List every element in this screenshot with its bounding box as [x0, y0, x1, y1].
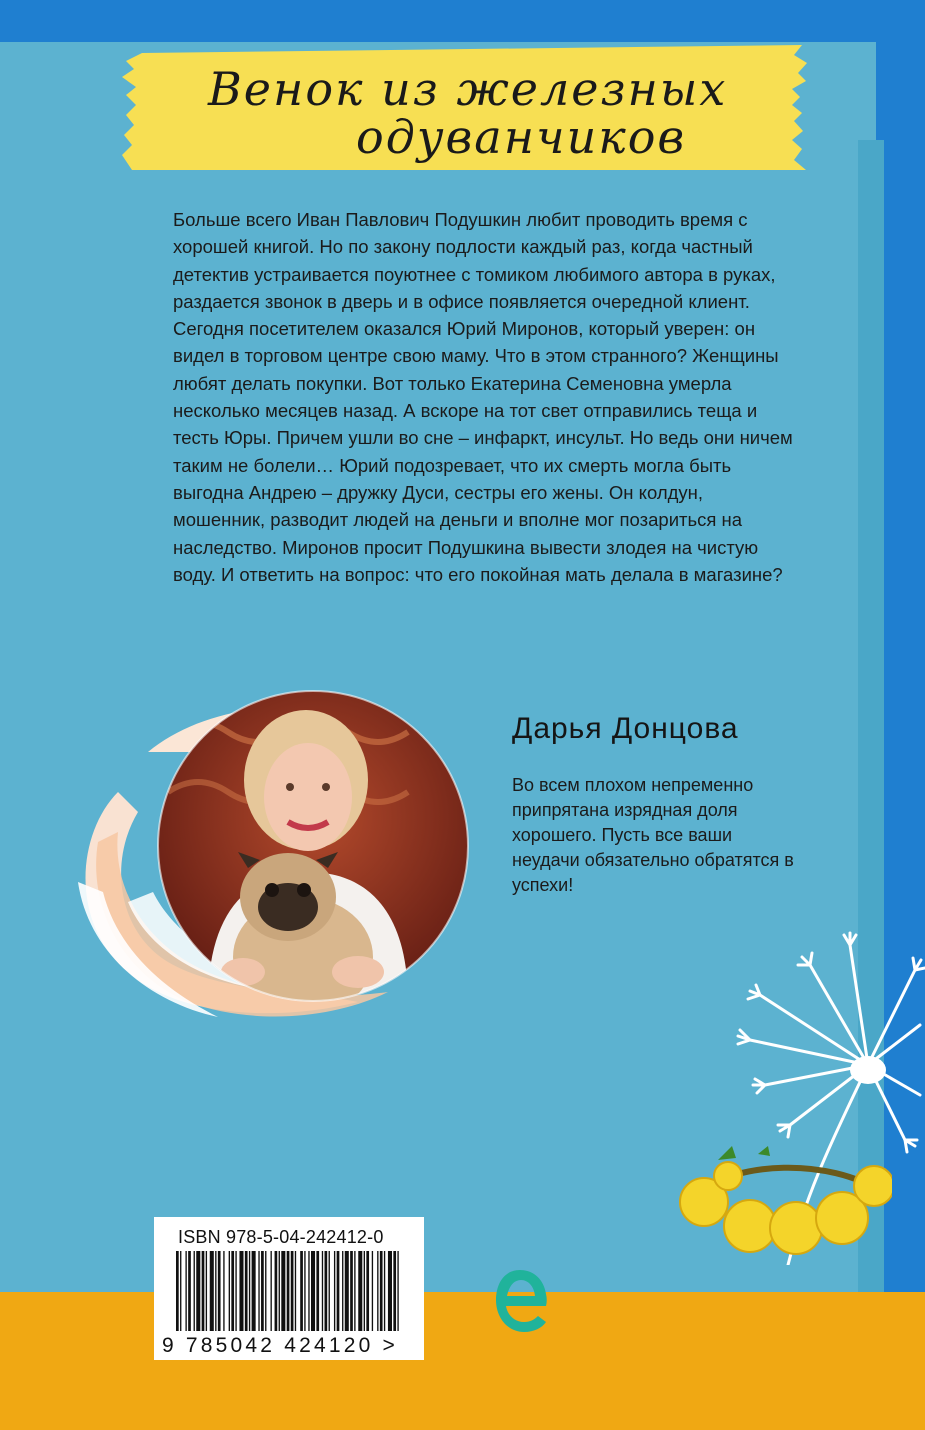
- barcode-bar: [291, 1251, 294, 1331]
- isbn-barcode: [154, 1217, 424, 1360]
- barcode-bar: [358, 1251, 362, 1331]
- barcode-bar: [287, 1251, 290, 1331]
- barcode-bar: [275, 1251, 278, 1331]
- barcode-bar: [295, 1251, 296, 1331]
- dandelion-wreath: [678, 1140, 892, 1258]
- barcode-bar: [176, 1251, 179, 1331]
- barcode-bar: [322, 1251, 323, 1331]
- barcode-bar: [329, 1251, 330, 1331]
- barcode-bar: [366, 1251, 369, 1331]
- barcode-bar: [239, 1251, 243, 1331]
- bottom-yellow-band: [0, 1292, 925, 1430]
- barcode-bar: [337, 1251, 340, 1331]
- barcode-bar: [252, 1251, 256, 1331]
- barcode-bar: [279, 1251, 280, 1331]
- author-photo-with-pug: [58, 672, 478, 1032]
- barcode-bar: [206, 1251, 207, 1331]
- barcode-bar: [185, 1251, 186, 1331]
- barcode-bar: [261, 1251, 264, 1331]
- barcode-bar: [245, 1251, 248, 1331]
- barcode-bar: [300, 1251, 303, 1331]
- barcode-bar: [180, 1251, 181, 1331]
- barcode-bar: [249, 1251, 250, 1331]
- barcode-bar: [380, 1251, 383, 1331]
- book-title-line-1: Венок из железных: [208, 62, 728, 116]
- barcode-bar: [316, 1251, 319, 1331]
- barcode-bar: [384, 1251, 385, 1331]
- barcode-bar: [350, 1251, 353, 1331]
- author-name: Дарья Донцова: [512, 712, 739, 745]
- barcode-bar: [304, 1251, 305, 1331]
- barcode-bar: [258, 1251, 259, 1331]
- barcode-bar: [393, 1251, 396, 1331]
- author-quote: Во всем плохом непременно припрятана изрядная доля хорошего. Пусть все ваши неудачи обязательно обратятся в успехи!: [512, 775, 794, 895]
- barcode-bar: [218, 1251, 221, 1331]
- barcode-bar: [281, 1251, 285, 1331]
- barcode-bar: [215, 1251, 216, 1331]
- barcode-bar: [345, 1251, 349, 1331]
- barcode-bar: [271, 1251, 272, 1331]
- barcode-digits: 9 785042 424120 >: [162, 1334, 398, 1357]
- barcode-bars: [164, 1251, 414, 1335]
- barcode-bar: [188, 1251, 191, 1331]
- barcode-bar: [372, 1251, 373, 1331]
- barcode-bar: [311, 1251, 315, 1331]
- barcode-bar: [397, 1251, 398, 1331]
- barcode-bar: [223, 1251, 224, 1331]
- book-title-line-2: одуванчиков: [356, 110, 687, 164]
- barcode-bar: [334, 1251, 335, 1331]
- barcode-bar: [231, 1251, 234, 1331]
- barcode-bar: [308, 1251, 309, 1331]
- barcode-bar: [229, 1251, 230, 1331]
- book-synopsis: Больше всего Иван Павлович Подушкин любит проводить время с хорошей книгой. Но по закону подлости каждый раз, когда частный детектив устраивается поуютнее с томиком любимого автора в руках, раздается звонок в дверь и в офисе появляется очередной клиент. Сегодня посетителем оказался Юрий Миронов, который уверен: он видел в торговом центре свою маму. Что в этом странного? Женщины любят делать покупки. Вот только Екатерина Семеновна умерла несколько месяцев назад. А вскоре на тот свет отправились теща и тесть Юры. Причем ушли во сне – инфаркт, инсульт. Но ведь они ничем таким не болели… Юрий подозревает, что их смерть могла быть выгодна Андрею – дружку Дуси, сестры его жены. Он колдун, мошенник, разводит людей на деньги и вполне мог позариться на наследство. Миронов просит Подушкина вывести злодея на чистую воду. И ответить на вопрос: что его покойная мать делала в магазине?: [173, 209, 793, 585]
- barcode-bar: [194, 1251, 195, 1331]
- barcode-bar: [325, 1251, 328, 1331]
- barcode-bar: [354, 1251, 355, 1331]
- publisher-logo-icon: [490, 1262, 550, 1340]
- barcode-bar: [235, 1251, 236, 1331]
- barcode-bar: [196, 1251, 200, 1331]
- barcode-bar: [210, 1251, 214, 1331]
- barcode-bar: [202, 1251, 205, 1331]
- barcode-bar: [265, 1251, 266, 1331]
- barcode-bar: [342, 1251, 343, 1331]
- barcode-bar: [377, 1251, 378, 1331]
- isbn-label: ISBN 978-5-04-242412-0: [178, 1227, 384, 1247]
- barcode-bar: [388, 1251, 392, 1331]
- barcode-bar: [364, 1251, 365, 1331]
